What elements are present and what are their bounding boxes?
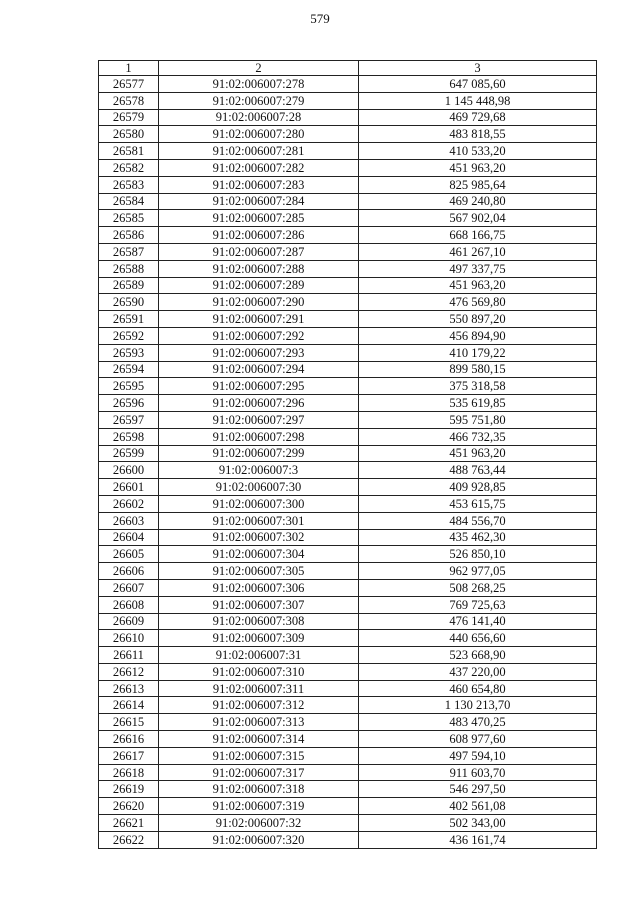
row-number-cell: 26592 [99,327,159,344]
value-cell: 469 240,80 [359,193,597,210]
cadastral-number-cell: 91:02:006007:31 [159,647,359,664]
cadastral-number-cell: 91:02:006007:280 [159,126,359,143]
row-number-cell: 26586 [99,227,159,244]
cadastral-number-cell: 91:02:006007:289 [159,277,359,294]
value-cell: 451 963,20 [359,159,597,176]
table-row [99,445,597,462]
table-row [99,630,597,647]
value-cell: 469 729,68 [359,109,597,126]
cadastral-number-cell: 91:02:006007:318 [159,781,359,798]
cadastral-number-cell: 91:02:006007:312 [159,697,359,714]
cadastral-number-cell: 91:02:006007:28 [159,109,359,126]
cadastral-number-cell: 91:02:006007:320 [159,831,359,848]
table-row [99,395,597,412]
value-cell: 535 619,85 [359,395,597,412]
table-row [99,176,597,193]
table-row [99,378,597,395]
table-row [99,663,597,680]
cadastral-number-cell: 91:02:006007:282 [159,159,359,176]
row-number-cell: 26601 [99,479,159,496]
row-number-cell: 26610 [99,630,159,647]
header-row [99,61,597,76]
row-number-cell: 26587 [99,243,159,260]
cadastral-number-cell: 91:02:006007:300 [159,495,359,512]
cadastral-number-cell: 91:02:006007:299 [159,445,359,462]
value-cell: 375 318,58 [359,378,597,395]
value-cell: 456 894,90 [359,327,597,344]
row-number-cell: 26605 [99,546,159,563]
value-cell: 526 850,10 [359,546,597,563]
table-row [99,495,597,512]
row-number-cell: 26582 [99,159,159,176]
value-cell: 1 130 213,70 [359,697,597,714]
cadastral-number-cell: 91:02:006007:294 [159,361,359,378]
page-number: 579 [310,11,330,26]
table-row [99,731,597,748]
table-row [99,512,597,529]
value-cell: 451 963,20 [359,445,597,462]
value-cell: 453 615,75 [359,495,597,512]
cadastral-number-cell: 91:02:006007:281 [159,143,359,160]
column-header-1: 1 [99,61,159,76]
row-number-cell: 26581 [99,143,159,160]
cadastral-number-cell: 91:02:006007:30 [159,479,359,496]
value-cell: 911 603,70 [359,764,597,781]
row-number-cell: 26611 [99,647,159,664]
row-number-cell: 26618 [99,764,159,781]
cadastral-number-cell: 91:02:006007:306 [159,579,359,596]
value-cell: 461 267,10 [359,243,597,260]
row-number-cell: 26597 [99,411,159,428]
row-number-cell: 26579 [99,109,159,126]
row-number-cell: 26607 [99,579,159,596]
cadastral-number-cell: 91:02:006007:301 [159,512,359,529]
value-cell: 962 977,05 [359,563,597,580]
row-number-cell: 26591 [99,311,159,328]
cadastral-number-cell: 91:02:006007:279 [159,92,359,109]
cadastral-number-cell: 91:02:006007:287 [159,243,359,260]
table-row [99,361,597,378]
value-cell: 1 145 448,98 [359,92,597,109]
cadastral-number-cell: 91:02:006007:278 [159,76,359,93]
cadastral-number-cell: 91:02:006007:304 [159,546,359,563]
row-number-cell: 26577 [99,76,159,93]
cadastral-number-cell: 91:02:006007:32 [159,815,359,832]
cadastral-number-cell: 91:02:006007:295 [159,378,359,395]
value-cell: 608 977,60 [359,731,597,748]
row-number-cell: 26596 [99,395,159,412]
row-number-cell: 26613 [99,680,159,697]
row-number-cell: 26593 [99,344,159,361]
value-cell: 466 732,35 [359,428,597,445]
row-number-cell: 26615 [99,714,159,731]
cadastral-number-cell: 91:02:006007:317 [159,764,359,781]
row-number-cell: 26600 [99,462,159,479]
cadastral-number-cell: 91:02:006007:291 [159,311,359,328]
table-row [99,159,597,176]
row-number-cell: 26621 [99,815,159,832]
value-cell: 488 763,44 [359,462,597,479]
table-row [99,714,597,731]
value-cell: 409 928,85 [359,479,597,496]
table-body [99,76,597,849]
table-row [99,529,597,546]
cadastral-number-cell: 91:02:006007:292 [159,327,359,344]
row-number-cell: 26609 [99,613,159,630]
value-cell: 483 818,55 [359,126,597,143]
cadastral-number-cell: 91:02:006007:285 [159,210,359,227]
table-row [99,680,597,697]
value-cell: 437 220,00 [359,663,597,680]
row-number-cell: 26614 [99,697,159,714]
row-number-cell: 26606 [99,563,159,580]
row-number-cell: 26598 [99,428,159,445]
value-cell: 769 725,63 [359,596,597,613]
cadastral-number-cell: 91:02:006007:288 [159,260,359,277]
cadastral-number-cell: 91:02:006007:286 [159,227,359,244]
row-number-cell: 26595 [99,378,159,395]
row-number-cell: 26584 [99,193,159,210]
table-row [99,227,597,244]
column-header-3: 3 [359,61,597,76]
value-cell: 497 594,10 [359,747,597,764]
table-row [99,613,597,630]
value-cell: 497 337,75 [359,260,597,277]
row-number-cell: 26620 [99,798,159,815]
row-number-cell: 26583 [99,176,159,193]
table-row [99,798,597,815]
cadastral-number-cell: 91:02:006007:302 [159,529,359,546]
table-row [99,428,597,445]
table-row [99,747,597,764]
table-row [99,109,597,126]
cadastral-number-cell: 91:02:006007:284 [159,193,359,210]
cadastral-number-cell: 91:02:006007:313 [159,714,359,731]
row-number-cell: 26580 [99,126,159,143]
row-number-cell: 26612 [99,663,159,680]
value-cell: 825 985,64 [359,176,597,193]
cadastral-number-cell: 91:02:006007:311 [159,680,359,697]
row-number-cell: 26588 [99,260,159,277]
row-number-cell: 26594 [99,361,159,378]
value-cell: 484 556,70 [359,512,597,529]
table-row [99,764,597,781]
cadastral-number-cell: 91:02:006007:310 [159,663,359,680]
value-cell: 410 179,22 [359,344,597,361]
value-cell: 436 161,74 [359,831,597,848]
cadastral-number-cell: 91:02:006007:319 [159,798,359,815]
table-row [99,126,597,143]
table-row [99,210,597,227]
row-number-cell: 26619 [99,781,159,798]
value-cell: 550 897,20 [359,311,597,328]
cadastral-number-cell: 91:02:006007:315 [159,747,359,764]
table-row [99,579,597,596]
value-cell: 460 654,80 [359,680,597,697]
row-number-cell: 26617 [99,747,159,764]
table-row [99,596,597,613]
table-row [99,193,597,210]
cadastral-table-container [98,60,597,849]
table-row [99,831,597,848]
table-row [99,462,597,479]
row-number-cell: 26599 [99,445,159,462]
value-cell: 668 166,75 [359,227,597,244]
row-number-cell: 26578 [99,92,159,109]
row-number-cell: 26608 [99,596,159,613]
cadastral-number-cell: 91:02:006007:283 [159,176,359,193]
row-number-cell: 26616 [99,731,159,748]
table-row [99,781,597,798]
table-row [99,546,597,563]
cadastral-number-cell: 91:02:006007:314 [159,731,359,748]
value-cell: 508 268,25 [359,579,597,596]
cadastral-number-cell: 91:02:006007:296 [159,395,359,412]
table-row [99,697,597,714]
value-cell: 523 668,90 [359,647,597,664]
table-row [99,647,597,664]
value-cell: 476 569,80 [359,294,597,311]
table-row [99,479,597,496]
value-cell: 899 580,15 [359,361,597,378]
value-cell: 502 343,00 [359,815,597,832]
row-number-cell: 26590 [99,294,159,311]
value-cell: 435 462,30 [359,529,597,546]
cadastral-number-cell: 91:02:006007:305 [159,563,359,580]
value-cell: 595 751,80 [359,411,597,428]
table-row [99,76,597,93]
cadastral-number-cell: 91:02:006007:309 [159,630,359,647]
table-row [99,327,597,344]
value-cell: 476 141,40 [359,613,597,630]
cadastral-number-cell: 91:02:006007:308 [159,613,359,630]
value-cell: 410 533,20 [359,143,597,160]
row-number-cell: 26602 [99,495,159,512]
cadastral-number-cell: 91:02:006007:3 [159,462,359,479]
cadastral-number-cell: 91:02:006007:293 [159,344,359,361]
table-row [99,143,597,160]
row-number-cell: 26622 [99,831,159,848]
value-cell: 402 561,08 [359,798,597,815]
cadastral-number-cell: 91:02:006007:297 [159,411,359,428]
table-row [99,563,597,580]
table-row [99,311,597,328]
value-cell: 451 963,20 [359,277,597,294]
row-number-cell: 26585 [99,210,159,227]
value-cell: 647 085,60 [359,76,597,93]
row-number-cell: 26604 [99,529,159,546]
table-row [99,277,597,294]
table-row [99,411,597,428]
row-number-cell: 26589 [99,277,159,294]
cadastral-table [98,60,597,849]
cadastral-number-cell: 91:02:006007:307 [159,596,359,613]
table-row [99,815,597,832]
table-row [99,243,597,260]
cadastral-number-cell: 91:02:006007:298 [159,428,359,445]
value-cell: 440 656,60 [359,630,597,647]
column-header-2: 2 [159,61,359,76]
value-cell: 483 470,25 [359,714,597,731]
table-row [99,344,597,361]
cadastral-number-cell: 91:02:006007:290 [159,294,359,311]
value-cell: 567 902,04 [359,210,597,227]
table-row [99,260,597,277]
row-number-cell: 26603 [99,512,159,529]
table-row [99,294,597,311]
table-row [99,92,597,109]
value-cell: 546 297,50 [359,781,597,798]
